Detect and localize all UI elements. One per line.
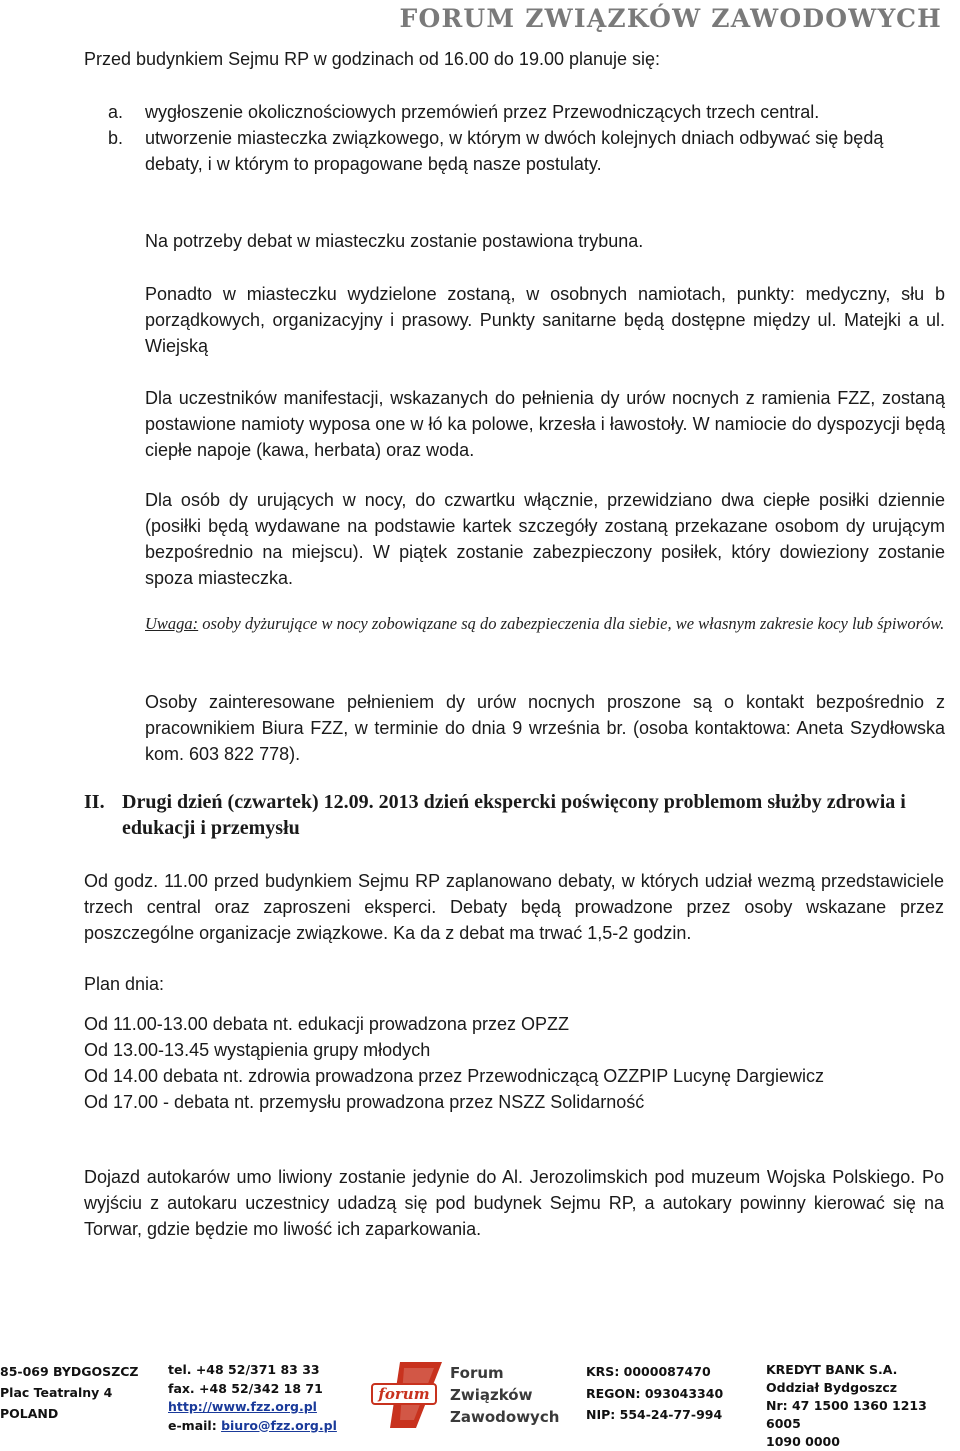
bank-line: KREDYT BANK S.A. bbox=[766, 1362, 898, 1377]
schedule-item: Od 17.00 - debata nt. przemysłu prowadzona przez NSZZ Solidarność bbox=[84, 1092, 645, 1112]
footer-registry bbox=[586, 1361, 756, 1426]
logo-line: Związków bbox=[450, 1386, 533, 1404]
schedule-item: Od 14.00 debata nt. zdrowia prowadzona przez Przewodniczącą OZZPIP Lucynę Dargiewicz bbox=[84, 1066, 825, 1086]
footer-contact bbox=[168, 1361, 368, 1435]
schedule-list bbox=[84, 1011, 944, 1115]
paragraph-namioty: Dla uczestników manifestacji, wskazanych do pełnienia dy urów nocnych z ramienia FZZ, zostaną postawione namioty wyposa one w łó ka polowe, krzesła i ławostoły. W namiocie do dyspozycji będą ciepłe napoje (kawa, herbata) oraz woda. bbox=[145, 388, 945, 460]
fzz-logo bbox=[370, 1358, 560, 1432]
bank-line: Nr: 47 1500 1360 1213 6005 bbox=[766, 1398, 927, 1431]
section-title: Drugi dzień (czwartek) 12.09. 2013 dzień ekspercki poświęcony problemom służby zdrowia i edukacji i przemysłu bbox=[122, 791, 906, 839]
website-link[interactable]: http://www.fzz.org.pl bbox=[168, 1399, 317, 1414]
email-link[interactable]: biuro@fzz.org.pl bbox=[221, 1417, 337, 1433]
footer-bank bbox=[766, 1361, 960, 1451]
document-header-title: FORUM ZWIĄZKÓW ZAWODOWYCH bbox=[399, 4, 942, 33]
paragraph-kontakt: Osoby zainteresowane pełnieniem dy urów nocnych proszone są o kontakt bezpośrednio z pracownikiem Biura FZZ, w terminie do dnia 9 września br. (osoba kontaktowa: Aneta Szydłowska kom. 603 822 778). bbox=[145, 692, 945, 764]
logo-line: Forum bbox=[450, 1364, 504, 1382]
bank-line: Oddział Bydgoszcz bbox=[766, 1380, 898, 1395]
note-text: osoby dyżurujące w nocy zobowiązane są do zabezpieczenia dla siebie, we własnym zakresie kocy lub śpiworów. bbox=[202, 614, 945, 633]
bank-line: 1090 0000 bbox=[766, 1434, 840, 1449]
address-line: 85-069 BYDGOSZCZ bbox=[0, 1364, 139, 1379]
section-number: II. bbox=[84, 791, 105, 813]
logo-mark-icon bbox=[370, 1358, 560, 1432]
address-line: Plac Teatralny 4 bbox=[0, 1385, 113, 1400]
list-marker: b. bbox=[108, 128, 124, 148]
paragraph-debaty: Od godz. 11.00 przed budynkiem Sejmu RP zaplanowano debaty, w których udział wezmą przedstawiciele trzech central oraz zaproszeni eksperci. Debaty będą prowadzone przez osoby wskazane przez poszczególne organizacje związkowe. Ka da z debat ma trwać 1,5-2 godzin. bbox=[84, 871, 944, 943]
list-item-text: utworzenie miasteczka związkowego, w którym w dwóch kolejnych dniach odbywać się będą debaty, i w którym to propagowane będą nasze postulaty. bbox=[145, 128, 884, 174]
fax-line: fax. +48 52/342 18 71 bbox=[168, 1380, 323, 1396]
schedule-item: Od 11.00-13.00 debata nt. edukacji prowadzona przez OPZZ bbox=[84, 1014, 569, 1034]
registry-line: REGON: 093043340 bbox=[586, 1385, 724, 1401]
paragraph-posilki: Dla osób dy urujących w nocy, do czwartku włącznie, przewidziano dwa ciepłe posiłki dziennie (posiłki będą wydawane na podstawie kartek szczegóły zostaną przekazane osobom dy urującym bezpośrednio na miejscu). W piątek zostanie zabezpieczony posiłek, który dowieziony zostanie spoza miasteczka. bbox=[145, 490, 945, 588]
plan-label: Plan dnia: bbox=[84, 974, 165, 994]
registry-line: NIP: 554-24-77-994 bbox=[586, 1407, 723, 1422]
tel-line: tel. +48 52/371 83 33 bbox=[168, 1362, 320, 1377]
note-block bbox=[145, 611, 945, 637]
schedule-item: Od 13.00-13.45 wystąpienia grupy młodych bbox=[84, 1040, 431, 1060]
intro-text: Przed budynkiem Sejmu RP w godzinach od 16.00 do 19.00 planuje się: bbox=[84, 49, 661, 69]
address-line: POLAND bbox=[0, 1406, 59, 1421]
logo-badge-text: forum bbox=[378, 1385, 430, 1403]
list-marker: a. bbox=[108, 102, 124, 122]
paragraph-trybuna: Na potrzeby debat w miasteczku zostanie postawiona trybuna. bbox=[145, 231, 644, 251]
footer-address bbox=[0, 1361, 160, 1424]
list-item-text: wygłoszenie okolicznościowych przemówień przez Przewodniczących trzech central. bbox=[145, 102, 820, 122]
logo-line: Zawodowych bbox=[450, 1408, 560, 1426]
registry-line: KRS: 0000087470 bbox=[586, 1364, 711, 1379]
note-label: Uwaga: bbox=[145, 614, 199, 633]
email-label: e-mail: bbox=[168, 1417, 217, 1433]
paragraph-punkty: Ponadto w miasteczku wydzielone zostaną, w osobnych namiotach, punkty: medyczny, słu b porządkowych, organizacyjny i prasowy. Punkty sanitarne będą dostępne między ul. Matejki a ul. Wiejską bbox=[145, 284, 945, 356]
paragraph-dojazd: Dojazd autokarów umo liwiony zostanie jedynie do Al. Jerozolimskich pod muzeum Wojska Polskiego. Po wyjściu z autokaru uczestnicy udadzą się pod budynek Sejmu RP, a autokary powinny kierować się na Torwar, gdzie będzie mo liwość ich zaparkowania. bbox=[84, 1167, 944, 1239]
